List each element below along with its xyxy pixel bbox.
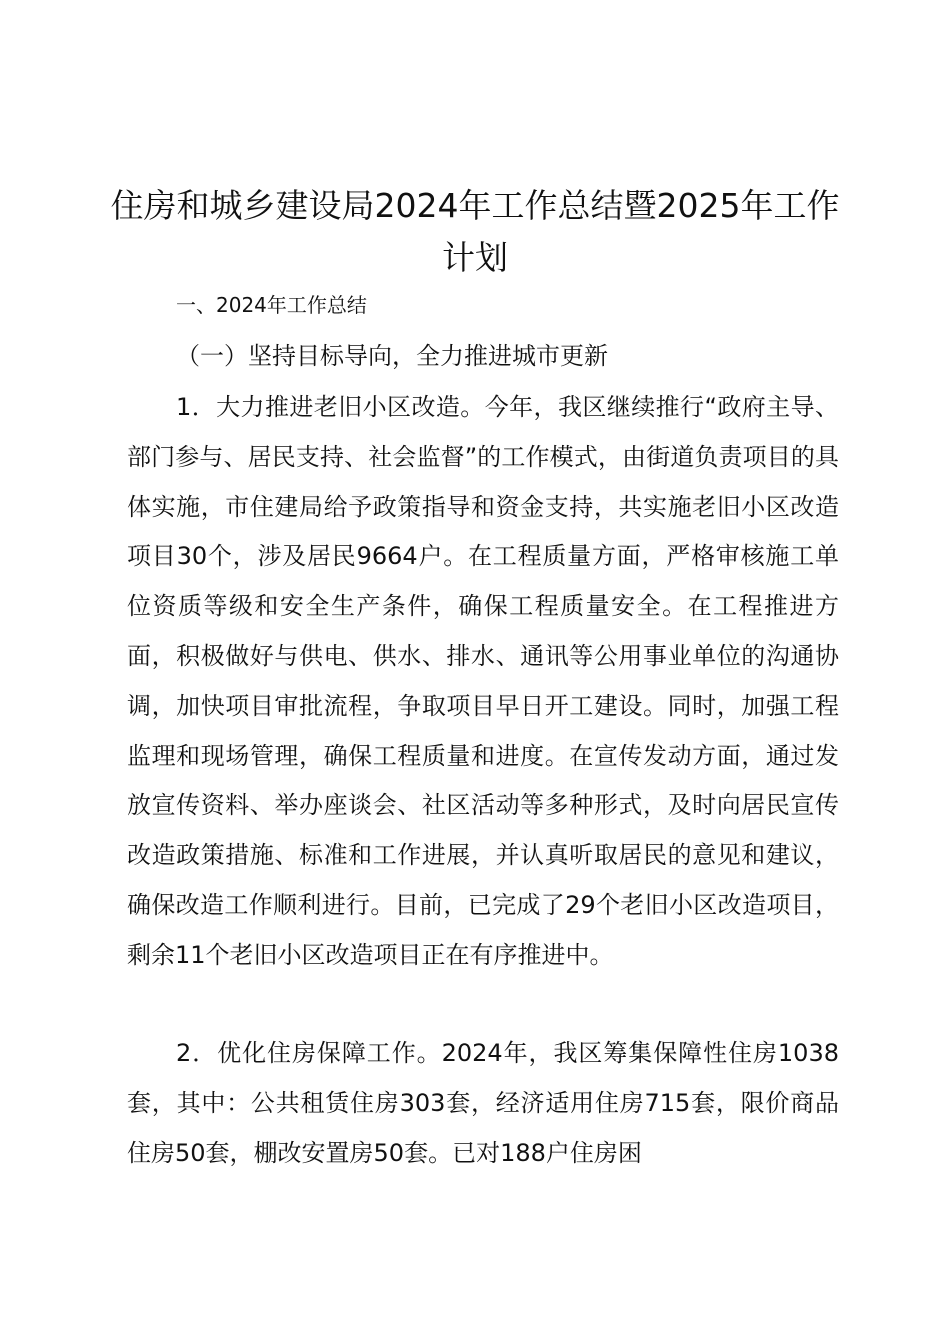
body-paragraph: 2．优化住房保障工作。2024年，我区筹集保障性住房1038套，其中：公共租赁住房303套，经济适用住房715套，限价商品住房50套，棚改安置房50套。已对188户住房困	[127, 1039, 839, 1167]
subsection-heading: （一）坚持目标导向，全力推进城市更新	[176, 342, 608, 370]
body-paragraph: 1．大力推进老旧小区改造。今年，我区继续推行“政府主导、部门参与、居民支持、社会监督”的工作模式，由街道负责项目的具体实施，市住建局给予政策指导和资金支持，共实施老旧小区改造项目30个，涉及居民9664户。在工程质量方面，严格审核施工单位资质等级和安全生产条件，确保工程质量安全。在工程推进方面，积极做好与供电、供水、排水、通讯等公用事业单位的沟通协调，加快项目审批流程，争取项目早日开工建设。同时，加强工程监理和现场管理，确保工程质量和进度。在宣传发动方面，通过发放宣传资料、举办座谈会、社区活动等多种形式，及时向居民宣传改造政策措施、标准和工作进展，并认真听取居民的意见和建议，确保改造工作顺利进行。目前，已完成了29个老旧小区改造项目，剩余11个老旧小区改造项目正在有序推进中。	[127, 393, 839, 969]
document-title: 住房和城乡建设局2024年工作总结暨2025年工作计划	[110, 186, 840, 277]
section-heading: 一、2024年工作总结	[176, 293, 367, 317]
